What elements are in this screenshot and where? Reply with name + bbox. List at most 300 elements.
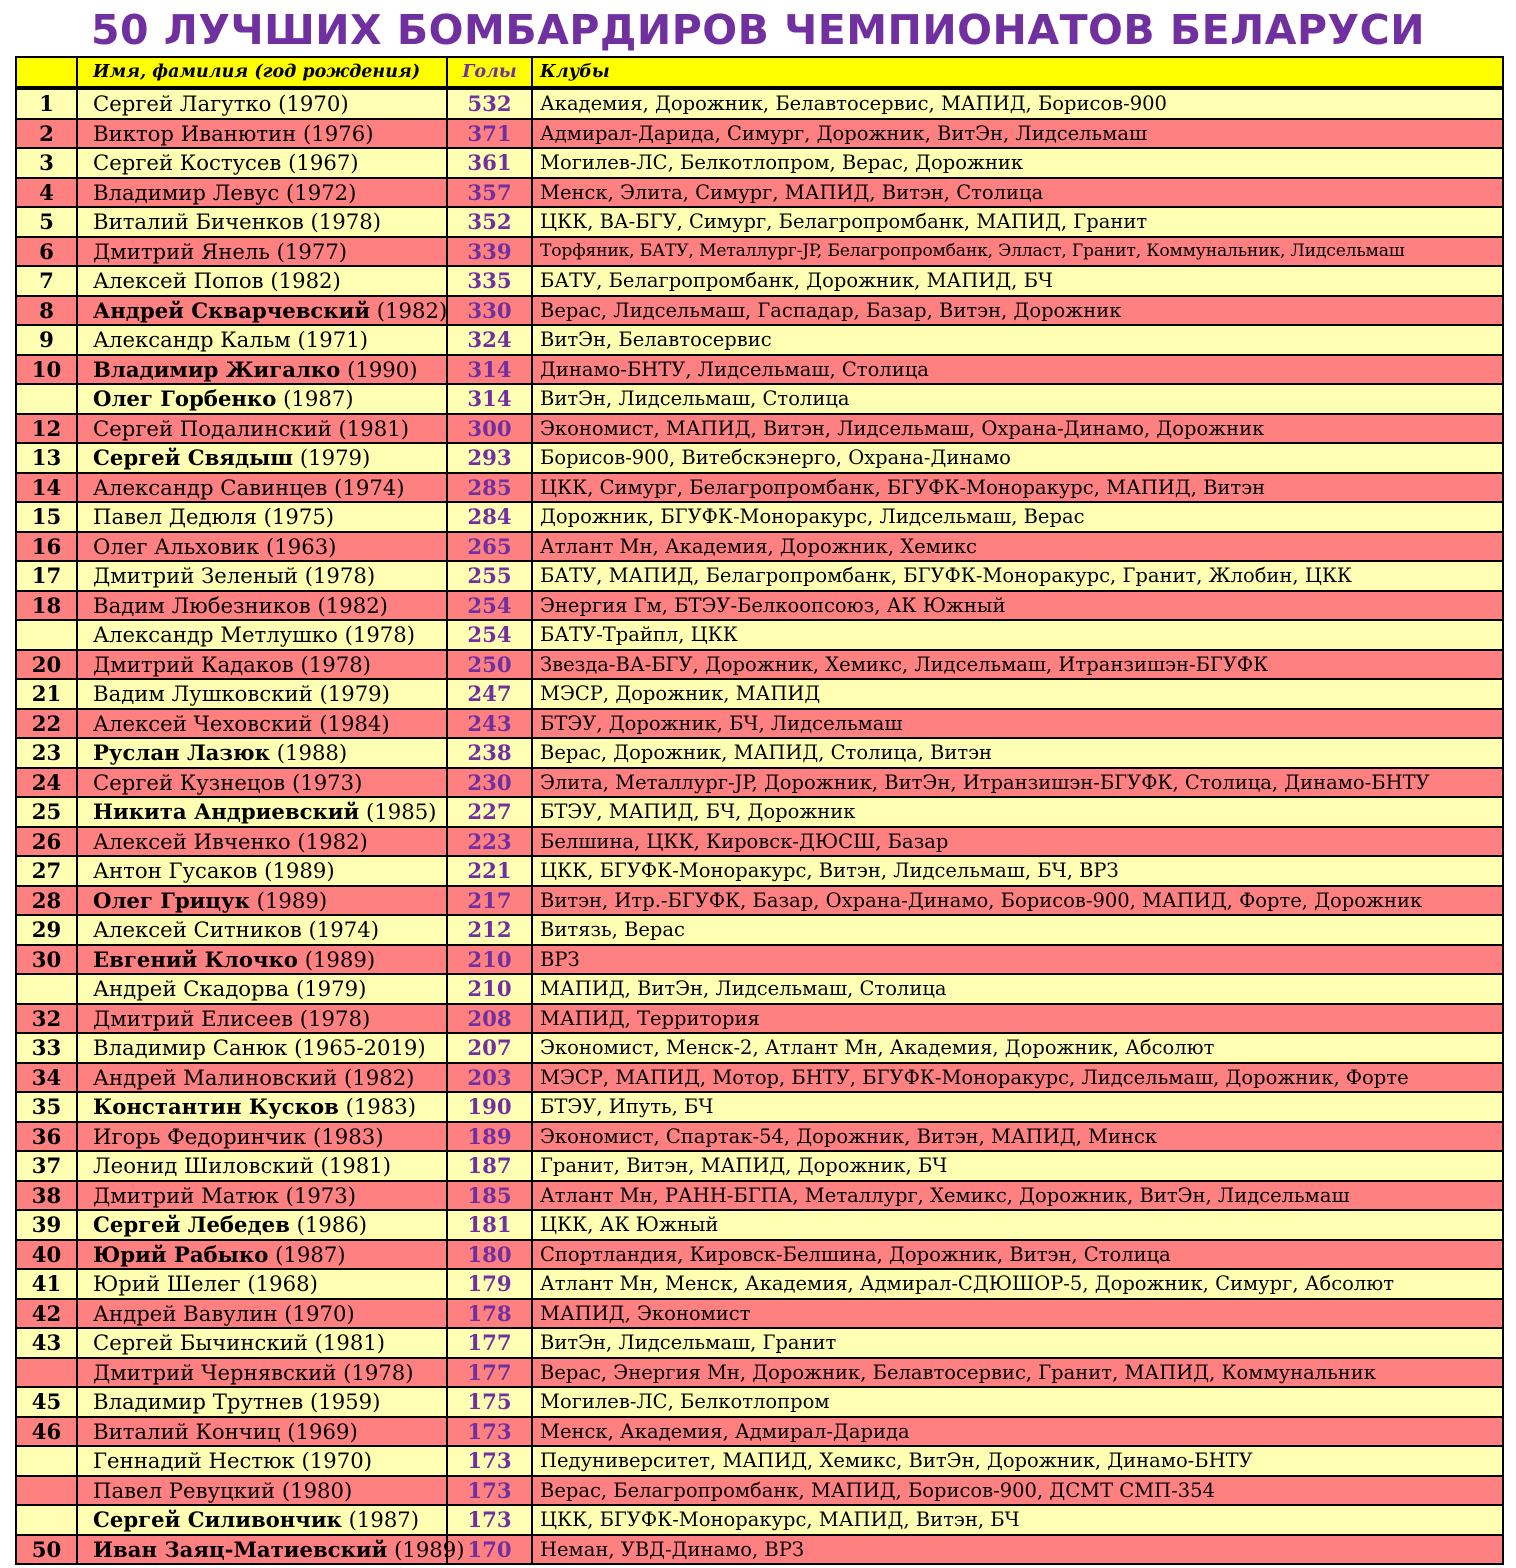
rank-cell: 17	[16, 561, 77, 591]
clubs-cell: Верас, Лидсельмаш, Гаспадар, Базар, Витэн, Дорожник	[532, 296, 1503, 326]
birth-year: (1979)	[319, 681, 390, 706]
player-cell	[77, 355, 447, 385]
birth-year: (1979)	[295, 976, 367, 1001]
player-cell	[77, 768, 447, 798]
player-cell	[77, 1210, 447, 1240]
rank-cell: 1	[16, 88, 77, 119]
player-name: Иван Заяц-Матиевский	[93, 1536, 388, 1562]
player-cell	[77, 178, 447, 208]
clubs-cell: БТЭУ, Ипуть, БЧ	[532, 1092, 1503, 1122]
player-cell	[77, 620, 447, 650]
goals-cell: 238	[447, 738, 532, 768]
table-row	[16, 1535, 1503, 1565]
player-cell	[77, 561, 447, 591]
goals-cell: 217	[447, 886, 532, 916]
birth-year: (1971)	[297, 327, 368, 352]
birth-year: (1981)	[320, 1153, 391, 1178]
goals-cell: 371	[447, 119, 532, 149]
rank-cell: 45	[16, 1387, 77, 1417]
player-name: Олег Горбенко	[93, 386, 277, 411]
player-name: Сергей Свядыш	[93, 445, 294, 470]
player-name: Олег Альховик	[93, 533, 260, 559]
clubs-cell: Борисов-900, Витебскэнерго, Охрана-Динамо	[532, 443, 1503, 473]
birth-year: (1970)	[301, 1448, 372, 1473]
player-cell	[77, 945, 447, 975]
player-name: Юрий Шелег	[93, 1271, 241, 1296]
player-name: Андрей Скварчевский	[93, 297, 371, 323]
rank-cell: 46	[16, 1417, 77, 1447]
clubs-cell: Могилев-ЛС, Белкотлопром, Верас, Дорожник	[532, 148, 1503, 178]
goals-cell: 352	[447, 207, 532, 237]
birth-year: (1976)	[303, 120, 374, 146]
goals-cell: 314	[447, 384, 532, 414]
goals-cell: 357	[447, 178, 532, 208]
goals-cell: 255	[447, 561, 532, 591]
goals-cell: 189	[447, 1122, 532, 1152]
clubs-cell: Академия, Дорожник, Белавтосервис, МАПИД, Борисов-900	[532, 88, 1503, 119]
goals-cell: 173	[447, 1505, 532, 1535]
header-clubs: Клубы	[532, 57, 1503, 88]
birth-year: (1967)	[288, 150, 359, 175]
player-name: Дмитрий Матюк	[93, 1182, 279, 1208]
rank-cell: 28	[16, 886, 77, 916]
rank-cell: 18	[16, 591, 77, 621]
clubs-cell: Экономист, Спартак-54, Дорожник, Витэн, МАПИД, Минск	[532, 1122, 1503, 1152]
birth-year: (1982)	[317, 592, 388, 618]
player-name: Руслан Лазюк	[93, 740, 270, 765]
clubs-cell: Спортландия, Кировск-Белшина, Дорожник, Витэн, Столица	[532, 1240, 1503, 1270]
player-name: Сергей Костусев	[93, 150, 282, 175]
birth-year: (1989)	[256, 887, 328, 913]
birth-year: (1969)	[287, 1418, 358, 1444]
player-cell	[77, 915, 447, 945]
player-name: Алексей Ситников	[93, 917, 302, 942]
birth-year: (1959)	[309, 1389, 381, 1414]
birth-year: (1989)	[394, 1536, 465, 1562]
clubs-cell: Могилев-ЛС, Белкотлопром	[532, 1387, 1503, 1417]
rank-cell: 8	[16, 296, 77, 326]
player-name: Сергей Лагутко	[93, 91, 272, 116]
birth-year: (1978)	[300, 651, 371, 677]
birth-year: (1978)	[299, 1005, 371, 1031]
birth-year: (1983)	[313, 1123, 384, 1149]
birth-year: (1970)	[278, 91, 349, 116]
player-cell	[77, 591, 447, 621]
player-name: Константин Кусков	[93, 1094, 339, 1119]
goals-cell: 230	[447, 768, 532, 798]
clubs-cell: Верас, Энергия Мн, Дорожник, Белавтосервис, Гранит, МАПИД, Коммунальник	[532, 1358, 1503, 1388]
goals-cell: 285	[447, 473, 532, 503]
player-name: Андрей Скадорва	[93, 976, 290, 1001]
player-name: Дмитрий Елисеев	[93, 1005, 294, 1031]
goals-cell: 314	[447, 355, 532, 385]
rank-cell: 13	[16, 443, 77, 473]
player-cell	[77, 1151, 447, 1181]
player-name: Владимир Левус	[93, 179, 280, 205]
table-row	[16, 1505, 1503, 1535]
rank-cell: 50	[16, 1535, 77, 1565]
clubs-cell: Торфяник, БАТУ, Металлург-JP, Белагропромбанк, Элласт, Гранит, Коммунальник, Лидсельмаш	[532, 237, 1503, 267]
rank-cell	[16, 1505, 77, 1535]
clubs-cell: Атлант Мн, РАНН-БГПА, Металлург, Хемикс, Дорожник, ВитЭн, Лидсельмаш	[532, 1181, 1503, 1211]
clubs-cell: БАТУ, Белагропромбанк, Дорожник, МАПИД, БЧ	[532, 266, 1503, 296]
player-cell	[77, 414, 447, 444]
clubs-cell: Белшина, ЦКК, Кировск-ДЮСШ, Базар	[532, 827, 1503, 857]
birth-year: (1982)	[344, 1064, 415, 1090]
player-name: Александр Кальм	[93, 327, 291, 352]
player-cell	[77, 384, 447, 414]
goals-cell: 170	[447, 1535, 532, 1565]
player-cell	[77, 1240, 447, 1270]
goals-cell: 180	[447, 1240, 532, 1270]
table-row	[16, 1387, 1503, 1417]
rank-cell: 34	[16, 1063, 77, 1093]
birth-year: (1981)	[314, 1330, 386, 1355]
rank-cell: 6	[16, 237, 77, 267]
rank-cell	[16, 384, 77, 414]
rank-cell: 16	[16, 532, 77, 562]
player-cell	[77, 443, 447, 473]
clubs-cell: Верас, Дорожник, МАПИД, Столица, Витэн	[532, 738, 1503, 768]
goals-cell: 293	[447, 443, 532, 473]
goals-cell: 181	[447, 1210, 532, 1240]
clubs-cell: МАПИД, ВитЭн, Лидсельмаш, Столица	[532, 974, 1503, 1004]
table-row	[16, 473, 1503, 503]
rank-cell: 32	[16, 1004, 77, 1034]
goals-cell: 210	[447, 945, 532, 975]
birth-year: (1968)	[247, 1271, 318, 1296]
rank-cell: 40	[16, 1240, 77, 1270]
birth-year: (1973)	[285, 1182, 357, 1208]
player-name: Виталий Биченков	[93, 209, 304, 234]
goals-cell: 324	[447, 325, 532, 355]
rank-cell: 29	[16, 915, 77, 945]
birth-year: (1990)	[347, 356, 418, 382]
player-name: Сергей Силивончик	[93, 1507, 342, 1532]
table-row	[16, 178, 1503, 208]
birth-year: (1972)	[285, 179, 357, 205]
player-cell	[77, 88, 447, 119]
table-row	[16, 1446, 1503, 1476]
rank-cell	[16, 1358, 77, 1388]
table-row	[16, 856, 1503, 886]
player-name: Павел Дедюля	[93, 504, 257, 529]
clubs-cell: ВитЭн, Лидсельмаш, Столица	[532, 384, 1503, 414]
birth-year: (1981)	[338, 415, 409, 441]
clubs-cell: ЦКК, ВА-БГУ, Симург, Белагропромбанк, МАПИД, Гранит	[532, 207, 1503, 237]
clubs-cell: БАТУ, МАПИД, Белагропромбанк, БГУФК-Моноракурс, Гранит, Жлобин, ЦКК	[532, 561, 1503, 591]
clubs-cell: Менск, Академия, Адмирал-Дарида	[532, 1417, 1503, 1447]
table-row	[16, 827, 1503, 857]
rank-cell: 20	[16, 650, 77, 680]
table-row	[16, 1328, 1503, 1358]
player-name: Павел Ревуцкий	[93, 1477, 276, 1503]
birth-year: (1982)	[297, 828, 368, 854]
player-name: Алексей Чеховский	[93, 710, 313, 736]
goals-cell: 178	[447, 1299, 532, 1329]
player-cell	[77, 1092, 447, 1122]
birth-year: (1963)	[266, 533, 337, 559]
clubs-cell: ВРЗ	[532, 945, 1503, 975]
table-row	[16, 561, 1503, 591]
birth-year: (1978)	[304, 563, 376, 588]
table-row	[16, 1417, 1503, 1447]
goals-cell: 284	[447, 502, 532, 532]
clubs-cell: Гранит, Витэн, МАПИД, Дорожник, БЧ	[532, 1151, 1503, 1181]
goals-cell: 243	[447, 709, 532, 739]
player-cell	[77, 296, 447, 326]
table-row	[16, 915, 1503, 945]
player-name: Александр Метлушко	[93, 622, 338, 647]
table-row	[16, 1476, 1503, 1506]
table-row	[16, 1151, 1503, 1181]
rank-cell	[16, 1446, 77, 1476]
player-name: Алексей Ивченко	[93, 828, 291, 854]
player-name: Андрей Вавулин	[93, 1300, 278, 1326]
clubs-cell: Витэн, Итр.-БГУФК, Базар, Охрана-Динамо, Борисов-900, МАПИД, Форте, Дорожник	[532, 886, 1503, 916]
rank-cell: 4	[16, 178, 77, 208]
goals-cell: 173	[447, 1446, 532, 1476]
player-cell	[77, 119, 447, 149]
goals-cell: 190	[447, 1092, 532, 1122]
player-name: Сергей Бычинский	[93, 1330, 308, 1355]
table-row	[16, 443, 1503, 473]
rank-cell: 37	[16, 1151, 77, 1181]
rank-cell: 22	[16, 709, 77, 739]
player-name: Никита Андриевский	[93, 799, 360, 824]
table-row	[16, 207, 1503, 237]
goals-cell: 254	[447, 620, 532, 650]
clubs-cell: ЦКК, БГУФК-Моноракурс, МАПИД, Витэн, БЧ	[532, 1505, 1503, 1535]
player-cell	[77, 532, 447, 562]
birth-year: (1970)	[284, 1300, 355, 1326]
rank-cell: 25	[16, 797, 77, 827]
player-cell	[77, 325, 447, 355]
player-cell	[77, 856, 447, 886]
table-row	[16, 797, 1503, 827]
header-goals: Голы	[447, 57, 532, 88]
goals-cell: 212	[447, 915, 532, 945]
clubs-cell: Дорожник, БГУФК-Моноракурс, Лидсельмаш, Верас	[532, 502, 1503, 532]
birth-year: (1988)	[276, 740, 348, 765]
goals-cell: 227	[447, 797, 532, 827]
table-row	[16, 532, 1503, 562]
rank-cell: 7	[16, 266, 77, 296]
birth-year: (1987)	[283, 386, 354, 411]
birth-year: (1980)	[281, 1477, 353, 1503]
rank-cell: 24	[16, 768, 77, 798]
goals-cell: 532	[447, 88, 532, 119]
player-cell	[77, 1033, 447, 1063]
rank-cell	[16, 974, 77, 1004]
player-cell	[77, 1299, 447, 1329]
goals-cell: 254	[447, 591, 532, 621]
clubs-cell: Экономист, МАПИД, Витэн, Лидсельмаш, Охрана-Динамо, Дорожник	[532, 414, 1503, 444]
rank-cell: 27	[16, 856, 77, 886]
birth-year: (1965-2019)	[294, 1035, 426, 1060]
table-row	[16, 1033, 1503, 1063]
goals-cell: 177	[447, 1358, 532, 1388]
clubs-cell: ВитЭн, Лидсельмаш, Гранит	[532, 1328, 1503, 1358]
goals-cell: 175	[447, 1387, 532, 1417]
birth-year: (1985)	[365, 799, 437, 824]
player-cell	[77, 1122, 447, 1152]
player-name: Сергей Кузнецов	[93, 769, 286, 795]
clubs-cell: МЭСР, Дорожник, МАПИД	[532, 679, 1503, 709]
player-cell	[77, 207, 447, 237]
table-row	[16, 325, 1503, 355]
rank-cell: 5	[16, 207, 77, 237]
player-name: Вадим Лушковский	[93, 681, 313, 706]
table-row	[16, 1063, 1503, 1093]
goals-cell: 265	[447, 532, 532, 562]
player-name: Юрий Рабыко	[93, 1241, 269, 1267]
table-row	[16, 237, 1503, 267]
clubs-cell: ЦКК, АК Южный	[532, 1210, 1503, 1240]
clubs-cell: Неман, УВД-Динамо, ВРЗ	[532, 1535, 1503, 1565]
player-cell	[77, 1505, 447, 1535]
player-name: Владимир Санюк	[93, 1035, 288, 1060]
player-cell	[77, 1004, 447, 1034]
player-name: Виктор Иванютин	[93, 120, 297, 146]
birth-year: (1989)	[264, 858, 335, 883]
birth-year: (1974)	[308, 917, 379, 942]
header-name: Имя, фамилия (год рождения)	[77, 57, 447, 88]
birth-year: (1978)	[343, 1359, 414, 1385]
table-row	[16, 502, 1503, 532]
header-rank	[16, 57, 77, 88]
clubs-cell: Витязь, Верас	[532, 915, 1503, 945]
goals-cell: 250	[447, 650, 532, 680]
player-name: Владимир Трутнев	[93, 1389, 304, 1414]
rank-cell: 42	[16, 1299, 77, 1329]
clubs-cell: Педуниверситет, МАПИД, Хемикс, ВитЭн, Дорожник, Динамо-БНТУ	[532, 1446, 1503, 1476]
player-name: Владимир Жигалко	[93, 356, 341, 382]
player-cell	[77, 797, 447, 827]
goals-cell: 177	[447, 1328, 532, 1358]
goals-cell: 335	[447, 266, 532, 296]
table-row	[16, 1181, 1503, 1211]
clubs-cell: ЦКК, БГУФК-Моноракурс, Витэн, Лидсельмаш, БЧ, ВРЗ	[532, 856, 1503, 886]
clubs-cell: Верас, Белагропромбанк, МАПИД, Борисов-900, ДСМТ СМП-354	[532, 1476, 1503, 1506]
birth-year: (1983)	[345, 1094, 417, 1119]
birth-year: (1977)	[276, 238, 348, 264]
goals-cell: 179	[447, 1269, 532, 1299]
player-cell	[77, 1358, 447, 1388]
table-row	[16, 974, 1503, 1004]
table-row	[16, 119, 1503, 149]
goals-cell: 185	[447, 1181, 532, 1211]
player-cell	[77, 1535, 465, 1565]
rank-cell: 38	[16, 1181, 77, 1211]
birth-year: (1978)	[310, 209, 381, 234]
table-row	[16, 738, 1503, 768]
goals-cell: 330	[447, 296, 532, 326]
table-row	[16, 945, 1503, 975]
player-cell	[77, 1269, 447, 1299]
player-name: Дмитрий Кадаков	[93, 651, 294, 677]
rank-cell	[16, 1476, 77, 1506]
player-cell	[77, 1328, 447, 1358]
table-row	[16, 1122, 1503, 1152]
player-cell	[77, 679, 447, 709]
clubs-cell: БАТУ-Трайпл, ЦКК	[532, 620, 1503, 650]
rank-cell: 35	[16, 1092, 77, 1122]
player-cell	[77, 1476, 447, 1506]
goals-cell: 207	[447, 1033, 532, 1063]
player-cell	[77, 502, 447, 532]
table-row	[16, 1269, 1503, 1299]
birth-year: (1978)	[344, 622, 416, 647]
table-row	[16, 679, 1503, 709]
goals-cell: 223	[447, 827, 532, 857]
table-row	[16, 266, 1503, 296]
player-name: Сергей Подалинский	[93, 415, 332, 441]
rank-cell	[16, 620, 77, 650]
birth-year: (1987)	[275, 1241, 346, 1267]
player-name: Вадим Любезников	[93, 592, 311, 618]
table-row	[16, 1358, 1503, 1388]
rank-cell: 10	[16, 355, 77, 385]
page-title: 50 ЛУЧШИХ БОМБАРДИРОВ ЧЕМПИОНАТОВ БЕЛАРУСИ	[90, 6, 1426, 54]
rank-cell: 41	[16, 1269, 77, 1299]
table-row	[16, 650, 1503, 680]
player-cell	[77, 974, 447, 1004]
clubs-cell: Адмирал-Дарида, Симург, Дорожник, ВитЭн, Лидсельмаш	[532, 119, 1503, 149]
rank-cell: 26	[16, 827, 77, 857]
player-name: Евгений Клочко	[93, 946, 298, 972]
player-cell	[77, 266, 447, 296]
player-name: Виталий Кончиц	[93, 1418, 281, 1444]
clubs-cell: МЭСР, МАПИД, Мотор, БНТУ, БГУФК-Моноракурс, Лидсельмаш, Дорожник, Форте	[532, 1063, 1503, 1093]
rank-cell: 15	[16, 502, 77, 532]
table-row	[16, 414, 1503, 444]
rank-cell: 12	[16, 414, 77, 444]
table-row	[16, 886, 1503, 916]
player-cell	[77, 237, 447, 267]
rank-cell: 33	[16, 1033, 77, 1063]
player-cell	[77, 1446, 447, 1476]
scorers-table	[15, 56, 1504, 1565]
rank-cell: 21	[16, 679, 77, 709]
clubs-cell: Элита, Металлург-JP, Дорожник, ВитЭн, Итранзишэн-БГУФК, Столица, Динамо-БНТУ	[532, 768, 1503, 798]
birth-year: (1989)	[304, 946, 376, 972]
player-name: Антон Гусаков	[93, 858, 258, 883]
clubs-cell: ЦКК, Симург, Белагропромбанк, БГУФК-Моноракурс, МАПИД, Витэн	[532, 473, 1503, 503]
player-cell	[77, 148, 447, 178]
player-cell	[77, 473, 447, 503]
table-row	[16, 1240, 1503, 1270]
player-cell	[77, 1063, 447, 1093]
table-row	[16, 768, 1503, 798]
player-name: Игорь Федоринчик	[93, 1123, 307, 1149]
player-cell	[77, 886, 447, 916]
clubs-cell: Энергия Гм, БТЭУ-Белкоопсоюз, АК Южный	[532, 591, 1503, 621]
clubs-cell: Менск, Элита, Симург, МАПИД, Витэн, Столица	[532, 178, 1503, 208]
player-name: Дмитрий Чернявский	[93, 1359, 337, 1385]
clubs-cell: МАПИД, Экономист	[532, 1299, 1503, 1329]
player-cell	[77, 709, 447, 739]
player-name: Александр Савинцев	[93, 474, 328, 500]
player-cell	[77, 650, 447, 680]
clubs-cell: Динамо-БНТУ, Лидсельмаш, Столица	[532, 355, 1503, 385]
rank-cell: 39	[16, 1210, 77, 1240]
player-cell	[77, 738, 447, 768]
clubs-cell: МАПИД, Территория	[532, 1004, 1503, 1034]
player-name: Дмитрий Зеленый	[93, 563, 298, 588]
player-name: Алексей Попов	[93, 268, 264, 293]
clubs-cell: БТЭУ, Дорожник, БЧ, Лидсельмаш	[532, 709, 1503, 739]
